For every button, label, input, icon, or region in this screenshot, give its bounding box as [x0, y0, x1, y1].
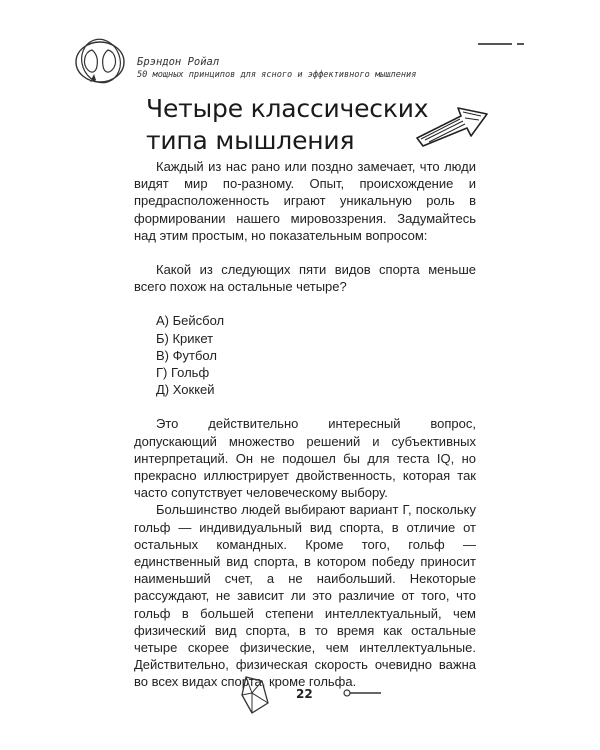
chapter-title	[146, 93, 436, 157]
option-item: Д) Хоккей	[156, 382, 215, 398]
paragraph-intro: Каждый из нас рано или поздно замечает, что люди видят мир по-разному. Опыт, происхождение и предрасположенность играют уникальную роль в формировании нашего мировоззрения. Задумайтесь над этим простым, но показательным вопросом:	[134, 159, 476, 243]
option-item: А) Бейсбол	[156, 313, 225, 329]
book-author: Брэндон Ройал	[137, 56, 220, 68]
paragraph-interpretation: Это действительно интересный вопрос, допускающий множество решений и субъективных интерпретаций. Он не подошел бы для теста IQ, но прекрасно иллюстрирует двойственность, которая так часто сопутствует человеческому выбору.	[134, 416, 476, 501]
option-item: Б) Крикет	[156, 330, 214, 346]
book-subtitle: 50 мощных принципов для ясного и эффективного мышления	[137, 70, 417, 80]
option-item: В) Футбол	[156, 347, 217, 363]
brain-logo-icon	[70, 36, 130, 88]
page-number: 22	[296, 687, 313, 701]
paragraph-question: Какой из следующих пяти видов спорта меньше всего похож на остальные четыре?	[134, 262, 476, 295]
chapter-title-line-2: типа мышления	[146, 126, 355, 155]
body-text	[134, 158, 476, 691]
header-rule	[478, 43, 512, 45]
option-item: Г) Гольф	[156, 365, 210, 381]
header-rule-dash	[517, 43, 524, 45]
paragraph-golf: Большинство людей выбирают вариант Г, поскольку гольф — индивидуальный вид спорта, в отличие от остальных командных. Кроме того, гольф — единственный вид спорта, в котором победу приносит наименьший счет, а не наибольший. Некоторые рассуждают, не зависит ли это различие от того, что гольф в большей степени интеллектуальный, чем физический вид спорта, в то время как остальные четыре скорее физические, чем интеллектуальные. Действительно, физическая скорость очевидно важна во всех видах спорта, кроме гольфа.	[134, 502, 476, 690]
footer-rule-icon	[343, 686, 383, 700]
gem-sketch-icon	[238, 673, 278, 717]
sketch-arrow-icon	[413, 106, 491, 148]
chapter-title-line-1: Четыре классических	[146, 94, 429, 123]
